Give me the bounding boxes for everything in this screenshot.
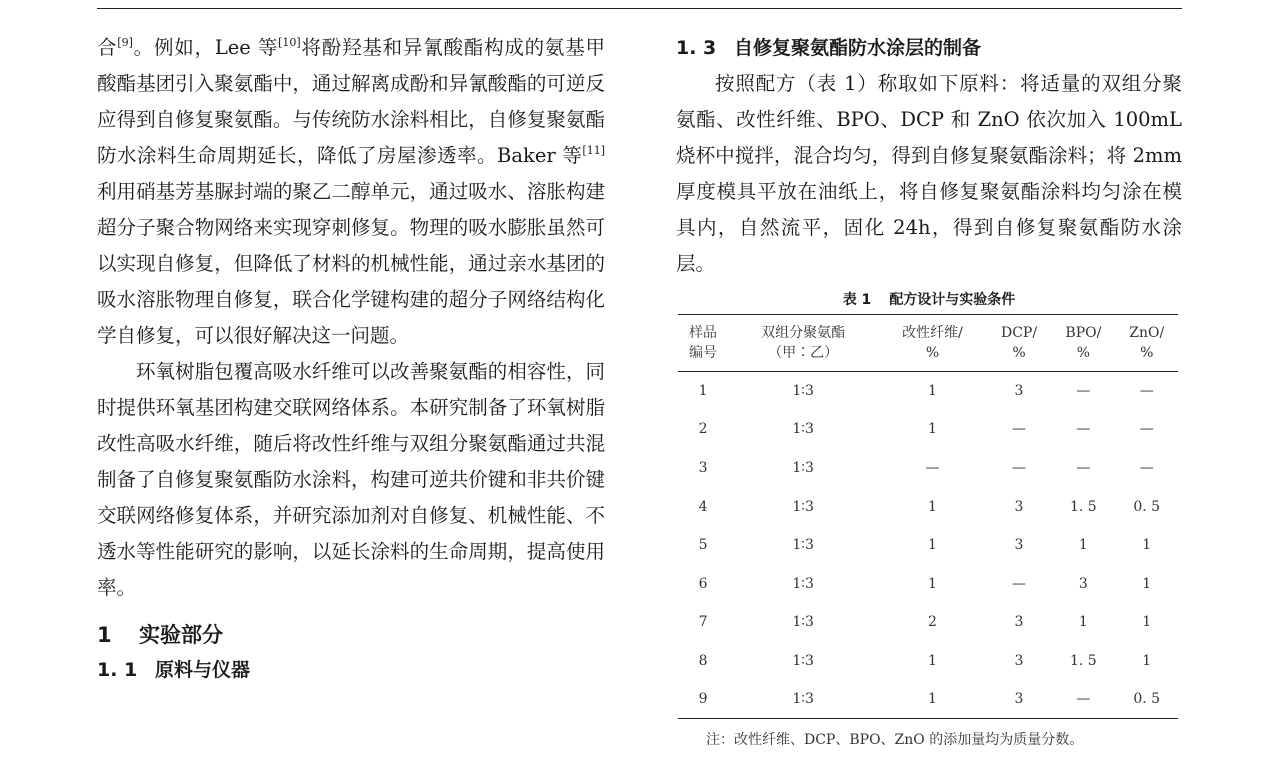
table-cell: 1∶3 <box>728 680 878 719</box>
table-label: 表 1 <box>842 292 872 308</box>
table-cell: 1 <box>928 652 937 669</box>
prep-paragraph: 按照配方（表 1）称取如下原料：将适量的双组分聚氨酯、改性纤维、BPO、DCP 和 ZnO 依次加入 100mL 烧杯中搅拌，混合均匀，得到自修复聚氨酯涂料；将 2mm 厚度模具平放在油纸上，将自修复聚氨酯涂料均匀涂在模具内，自然流平，固化 24h，得到自修复聚氨酯防水涂层。 <box>676 72 1182 275</box>
table-cell: 1 <box>698 383 708 400</box>
table-cell: 2 <box>698 421 708 438</box>
table-cell: 1 <box>1078 537 1088 554</box>
table-row <box>678 603 1178 642</box>
table-cell: 3 <box>698 459 708 476</box>
table-header-row <box>678 343 1178 372</box>
table-cell: 1 <box>878 680 987 719</box>
col-header-unit: （甲∶乙） <box>728 343 878 372</box>
col-header-unit: % <box>987 343 1052 372</box>
table-row <box>678 449 1178 488</box>
table-cell: 1 <box>928 575 937 592</box>
intro-paragraph-2: 环氧树脂包覆高吸水纤维可以改善聚氨酯的相容性，同时提供环氧基团构建交联网络体系。本研究制备了环氧树脂改性高吸水纤维，随后将改性纤维与双组分聚氨酯通过共混制备了自修复聚氨酯防水涂料，构建可逆共价键和非共价键交联网络修复体系，并研究添加剂对自修复、机械性能、不透水等性能研究的影响，以延长涂料的生命周期，提高使用率。 <box>97 360 605 599</box>
table-cell: 1 <box>928 537 937 554</box>
formula-table <box>678 314 1178 719</box>
table-caption <box>676 286 1182 314</box>
col-header-unit: 编号 <box>678 343 728 372</box>
table-title: 配方设计与实验条件 <box>889 292 1016 308</box>
col-header: 改性纤维/ <box>878 315 987 344</box>
col-header-unit: % <box>878 343 987 372</box>
table-cell: — <box>925 459 940 476</box>
table-cell: — <box>1051 680 1115 719</box>
table-cell: 1∶3 <box>792 575 814 592</box>
text-run: 将酚羟基和异氰酸酯构成的氨基甲酸酯基团引入聚氨酯中，通过解离成酚和异氰酸酯的可逆反应得到自修复聚氨酯。与传统防水涂料相比，自修复聚氨酯防水涂料生命周期延长，降低了房屋渗透率。Baker 等 <box>97 36 605 167</box>
subsection-number: 1. 1 <box>97 659 138 681</box>
table-cell: 7 <box>698 614 708 631</box>
text-run: 合 <box>97 36 118 59</box>
table-cell: 1∶3 <box>792 421 814 438</box>
table-cell: — <box>1076 421 1091 438</box>
table-cell: 1 <box>1142 575 1152 592</box>
table-header-row <box>678 315 1178 344</box>
table-cell: 1∶3 <box>792 537 814 554</box>
citation-ref-9[interactable]: [9] <box>117 36 133 49</box>
section-number: 1 <box>97 623 112 647</box>
table-cell: 1 <box>928 498 937 515</box>
intro-paragraph-1 <box>97 30 605 354</box>
table-cell: 1 <box>928 383 937 400</box>
table-row <box>678 680 1178 719</box>
table-cell: 1 <box>1142 537 1152 554</box>
table-row <box>678 410 1178 449</box>
col-header: DCP/ <box>987 315 1052 344</box>
table-cell: 3 <box>1014 383 1024 400</box>
col-header: BPO/ <box>1051 315 1115 344</box>
table-cell: — <box>1076 383 1091 400</box>
table-cell: 6 <box>698 575 708 592</box>
table-cell: 4 <box>698 498 708 515</box>
table-cell: 3 <box>1078 575 1088 592</box>
table-cell: 0. 5 <box>1133 498 1161 515</box>
table-cell: 9 <box>678 680 728 719</box>
table-cell: — <box>1012 421 1027 438</box>
page-top-rule <box>97 8 1182 9</box>
text-run: 。例如，Lee 等 <box>132 36 279 59</box>
table-cell: 3 <box>1014 498 1024 515</box>
citation-ref-11[interactable]: [11] <box>582 144 605 157</box>
section-title: 实验部分 <box>139 623 223 647</box>
table-row <box>678 372 1178 411</box>
left-column <box>97 30 605 688</box>
table-cell: — <box>1139 421 1154 438</box>
table-cell: 8 <box>698 652 708 669</box>
table-cell: — <box>1139 383 1154 400</box>
table-cell: 1 <box>928 421 937 438</box>
table-cell: 1. 5 <box>1070 498 1097 515</box>
table-cell: — <box>1076 459 1091 476</box>
subsection-heading-materials <box>97 652 605 688</box>
table-cell: 3 <box>987 680 1052 719</box>
table-cell: 0. 5 <box>1115 680 1178 719</box>
table-cell: — <box>1012 575 1027 592</box>
col-header-unit: % <box>1115 343 1178 372</box>
right-column <box>676 30 1182 749</box>
col-header: 双组分聚氨酯 <box>728 315 878 344</box>
table-cell: 1∶3 <box>792 383 814 400</box>
subsection-title: 原料与仪器 <box>155 659 251 681</box>
table-cell: — <box>1012 459 1027 476</box>
subsection-heading-coating-prep <box>676 30 1182 66</box>
table-row <box>678 487 1178 526</box>
col-header: ZnO/ <box>1115 315 1178 344</box>
table-cell: 3 <box>1014 614 1024 631</box>
table-cell: 1 <box>1142 614 1152 631</box>
table-cell: 1 <box>1078 614 1088 631</box>
table-cell: 1∶3 <box>792 498 814 515</box>
section-heading-experimental <box>97 618 605 652</box>
table-cell: — <box>1139 459 1154 476</box>
table-cell: 3 <box>1014 537 1024 554</box>
table-cell: 1∶3 <box>792 614 814 631</box>
col-header-unit: % <box>1051 343 1115 372</box>
table-row <box>678 526 1178 565</box>
subsection-title: 自修复聚氨酯防水涂层的制备 <box>734 37 982 59</box>
citation-ref-10[interactable]: [10] <box>278 36 301 49</box>
table-cell: 3 <box>1014 652 1024 669</box>
table-cell: 1 <box>1142 652 1152 669</box>
subsection-number: 1. 3 <box>676 37 717 59</box>
text-run: 利用硝基芳基脲封端的聚乙二醇单元，通过吸水、溶胀构建超分子聚合物网络来实现穿刺修复。物理的吸水膨胀虽然可以实现自修复，但降低了材料的机械性能，通过亲水基团的吸水溶胀物理自修复，联合化学键构建的超分子网络结构化学自修复，可以很好解决这一问题。 <box>97 180 605 347</box>
table-cell: 1. 5 <box>1070 652 1097 669</box>
table-cell: 1∶3 <box>792 459 814 476</box>
table-cell: 2 <box>928 614 937 631</box>
table-cell: 1∶3 <box>792 652 814 669</box>
col-header: 样品 <box>678 315 728 344</box>
table-cell: 5 <box>698 537 708 554</box>
table-row <box>678 642 1178 681</box>
table-row <box>678 564 1178 603</box>
table-footnote: 注：改性纤维、DCP、BPO、ZnO 的添加量均为质量分数。 <box>706 732 1084 749</box>
